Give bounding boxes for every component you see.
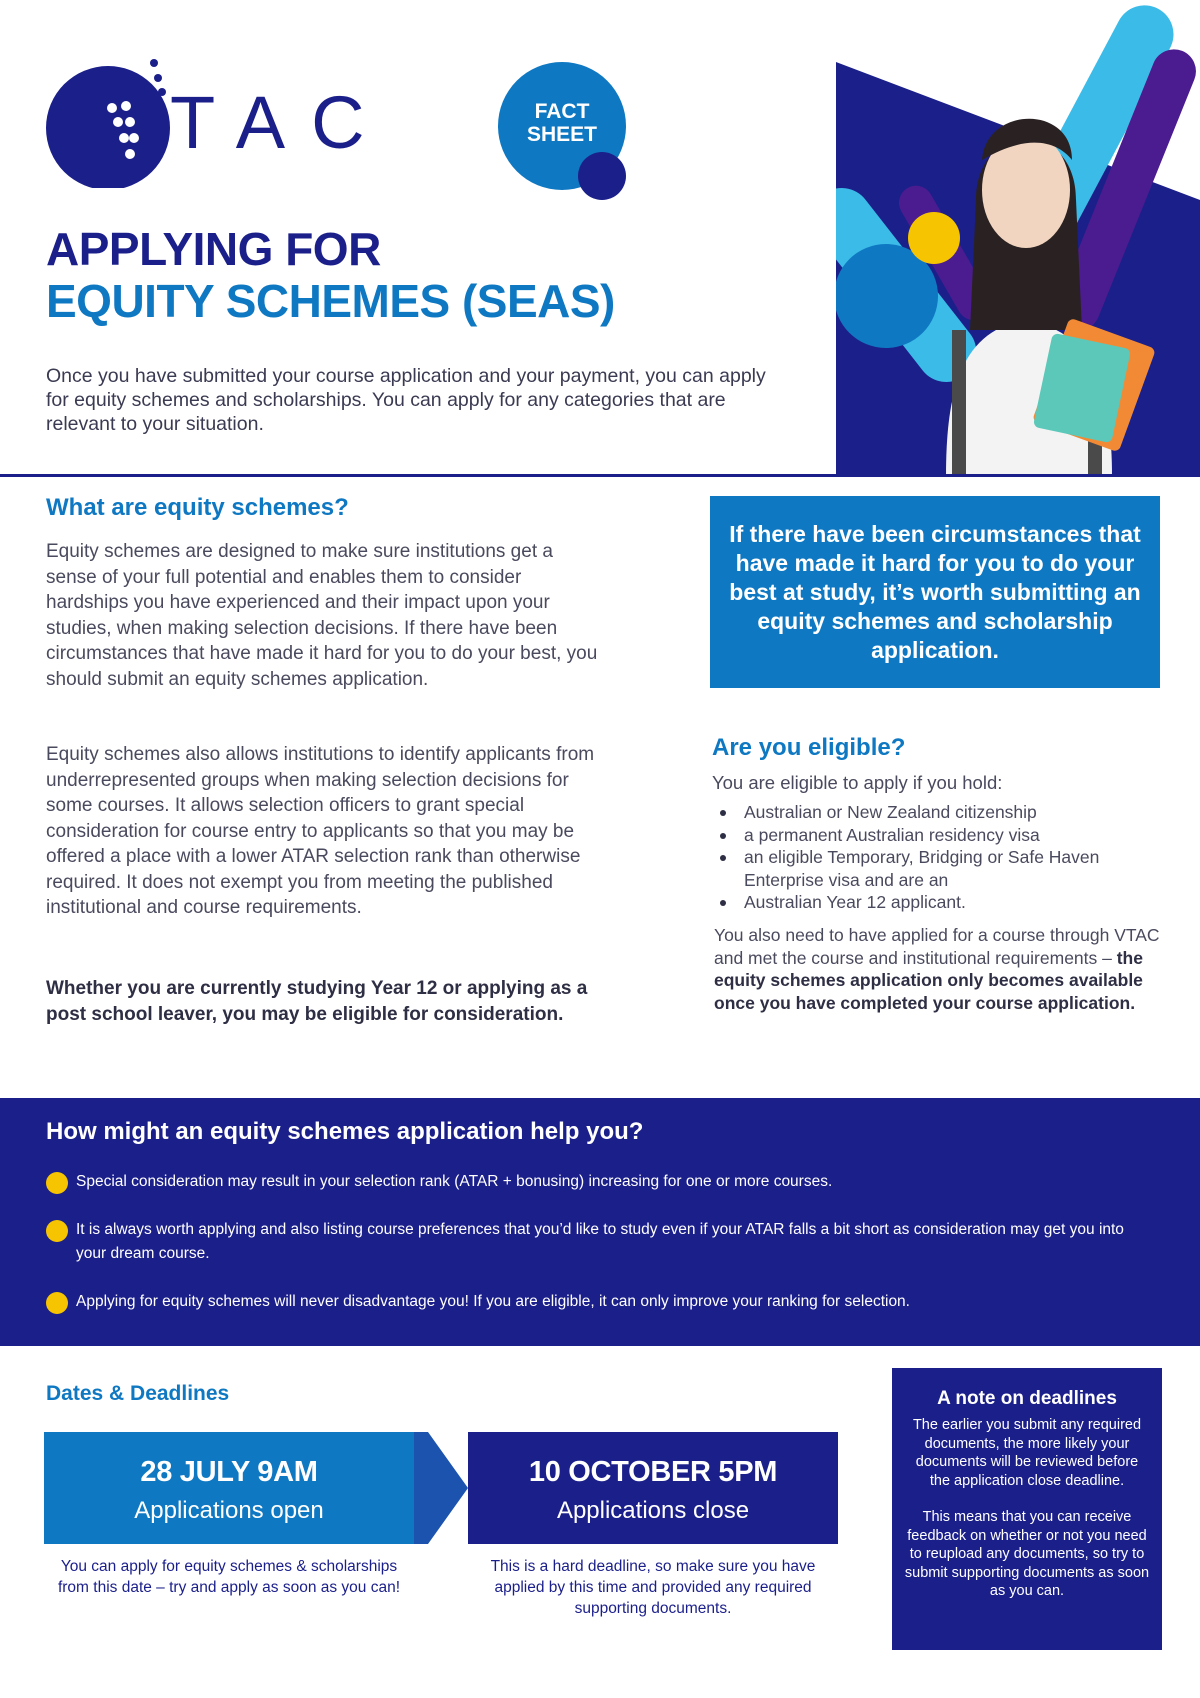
help-item [46, 1170, 1156, 1194]
eligible-note-bold: the equity schemes application only becomes available once you have completed your course application. [714, 947, 1143, 1013]
date-close-label: Applications close [556, 1497, 750, 1524]
eligible-note [714, 924, 1174, 1014]
help-item-text: It is always worth applying and also listing course preferences that you’d like to study even if your ATAR falls a bit short as consideration may get you into your dream course. [76, 1221, 1124, 1262]
badge-dot [578, 152, 626, 200]
date-open-value: 28 JULY 9AM [140, 1456, 318, 1488]
eligible-heading: Are you eligible? [712, 734, 906, 761]
help-band [0, 1098, 1200, 1346]
hero-image [836, 0, 1200, 476]
page-title-line1: APPLYING FOR [46, 223, 381, 275]
eligible-note-text: You also need to have applied for a course through VTAC and met the course and institutional requirements – [714, 925, 1160, 968]
eligible-list [712, 801, 1162, 914]
fact-sheet-badge [498, 62, 628, 202]
what-heading: What are equity schemes? [46, 494, 349, 521]
yellow-dot-icon [46, 1292, 68, 1314]
student-illustration [836, 0, 1200, 476]
help-item [46, 1290, 1156, 1314]
help-item-text: Special consideration may result in your selection rank (ATAR + bonusing) increasing for one or more courses. [76, 1173, 833, 1190]
date-open-note: You can apply for equity schemes & scholarships from this date – try and apply as soon as you can! [57, 1558, 401, 1596]
dates-heading: Dates & Deadlines [46, 1382, 230, 1405]
deadline-note-p1: The earlier you submit any required documents, the more likely your documents will be reviewed before the application close deadline. [912, 1417, 1142, 1489]
arrow-right-icon [414, 1432, 468, 1544]
badge-text: FACT SHEET [526, 100, 597, 146]
deadline-note-heading: A note on deadlines [937, 1388, 1117, 1409]
date-close-value: 10 OCTOBER 5PM [528, 1456, 778, 1488]
what-bold-note: Whether you are currently studying Year 12 or applying as a post school leaver, you may be eligible for consideration. [46, 978, 588, 1025]
header-divider [0, 474, 1200, 477]
list-item: an eligible Temporary, Bridging or Safe Haven Enterprise visa and are an [712, 846, 1162, 891]
help-item-text: Applying for equity schemes will never disadvantage you! If you are eligible, it can only improve your ranking for selection. [76, 1293, 910, 1310]
intro-text: Once you have submitted your course application and your payment, you can apply for equity schemes and scholarships. You can apply for any categories that are relevant to your situation. [46, 365, 766, 435]
help-item [46, 1218, 1156, 1266]
logo-wordmark: TAC [170, 81, 391, 164]
arrow-shape [414, 1432, 468, 1544]
deadline-note-p2: This means that you can receive feedback on whether or not you need to reupload any documents, so try to submit supporting documents as soon as you can. [904, 1509, 1150, 1599]
page-title-line2: EQUITY SCHEMES (SEAS) [46, 275, 615, 327]
deadline-note-box [892, 1368, 1162, 1650]
list-item: Australian Year 12 applicant. [712, 891, 1162, 914]
date-open-box [44, 1432, 414, 1544]
what-paragraph-2: Equity schemes also allows institutions to identify applicants from underrepresented groups when making selection decisions for some courses. It allows selection officers to grant special consideration for course entry to applicants so that you may be offered a place with a lower ATAR selection rank than otherwise required. It does not exempt you from meeting the published institutional and course requirements. [46, 744, 595, 918]
yellow-dot-icon [46, 1172, 68, 1194]
help-heading: How might an equity schemes application help you? [46, 1118, 644, 1145]
list-item: Australian or New Zealand citizenship [712, 801, 1162, 824]
date-open-label: Applications open [134, 1497, 324, 1524]
what-paragraph-1: Equity schemes are designed to make sure institutions get a sense of your full potential and enables them to consider hardships you have experienced and their impact upon your studies, when making selection decisions. If there have been circumstances that have made it hard for you to do your best, you should submit an equity schemes application. [46, 541, 598, 690]
eligible-lead: You are eligible to apply if you hold: [712, 772, 1003, 793]
list-item: a permanent Australian residency visa [712, 824, 1162, 847]
yellow-dot-icon [46, 1220, 68, 1242]
date-close-box [468, 1432, 838, 1544]
date-close-note: This is a hard deadline, so make sure you have applied by this time and provided any required supporting documents. [490, 1558, 816, 1617]
callout-box: If there have been circumstances that have made it hard for you to do your best at study, it’s worth submitting an equity schemes and scholarship application. [710, 496, 1160, 688]
